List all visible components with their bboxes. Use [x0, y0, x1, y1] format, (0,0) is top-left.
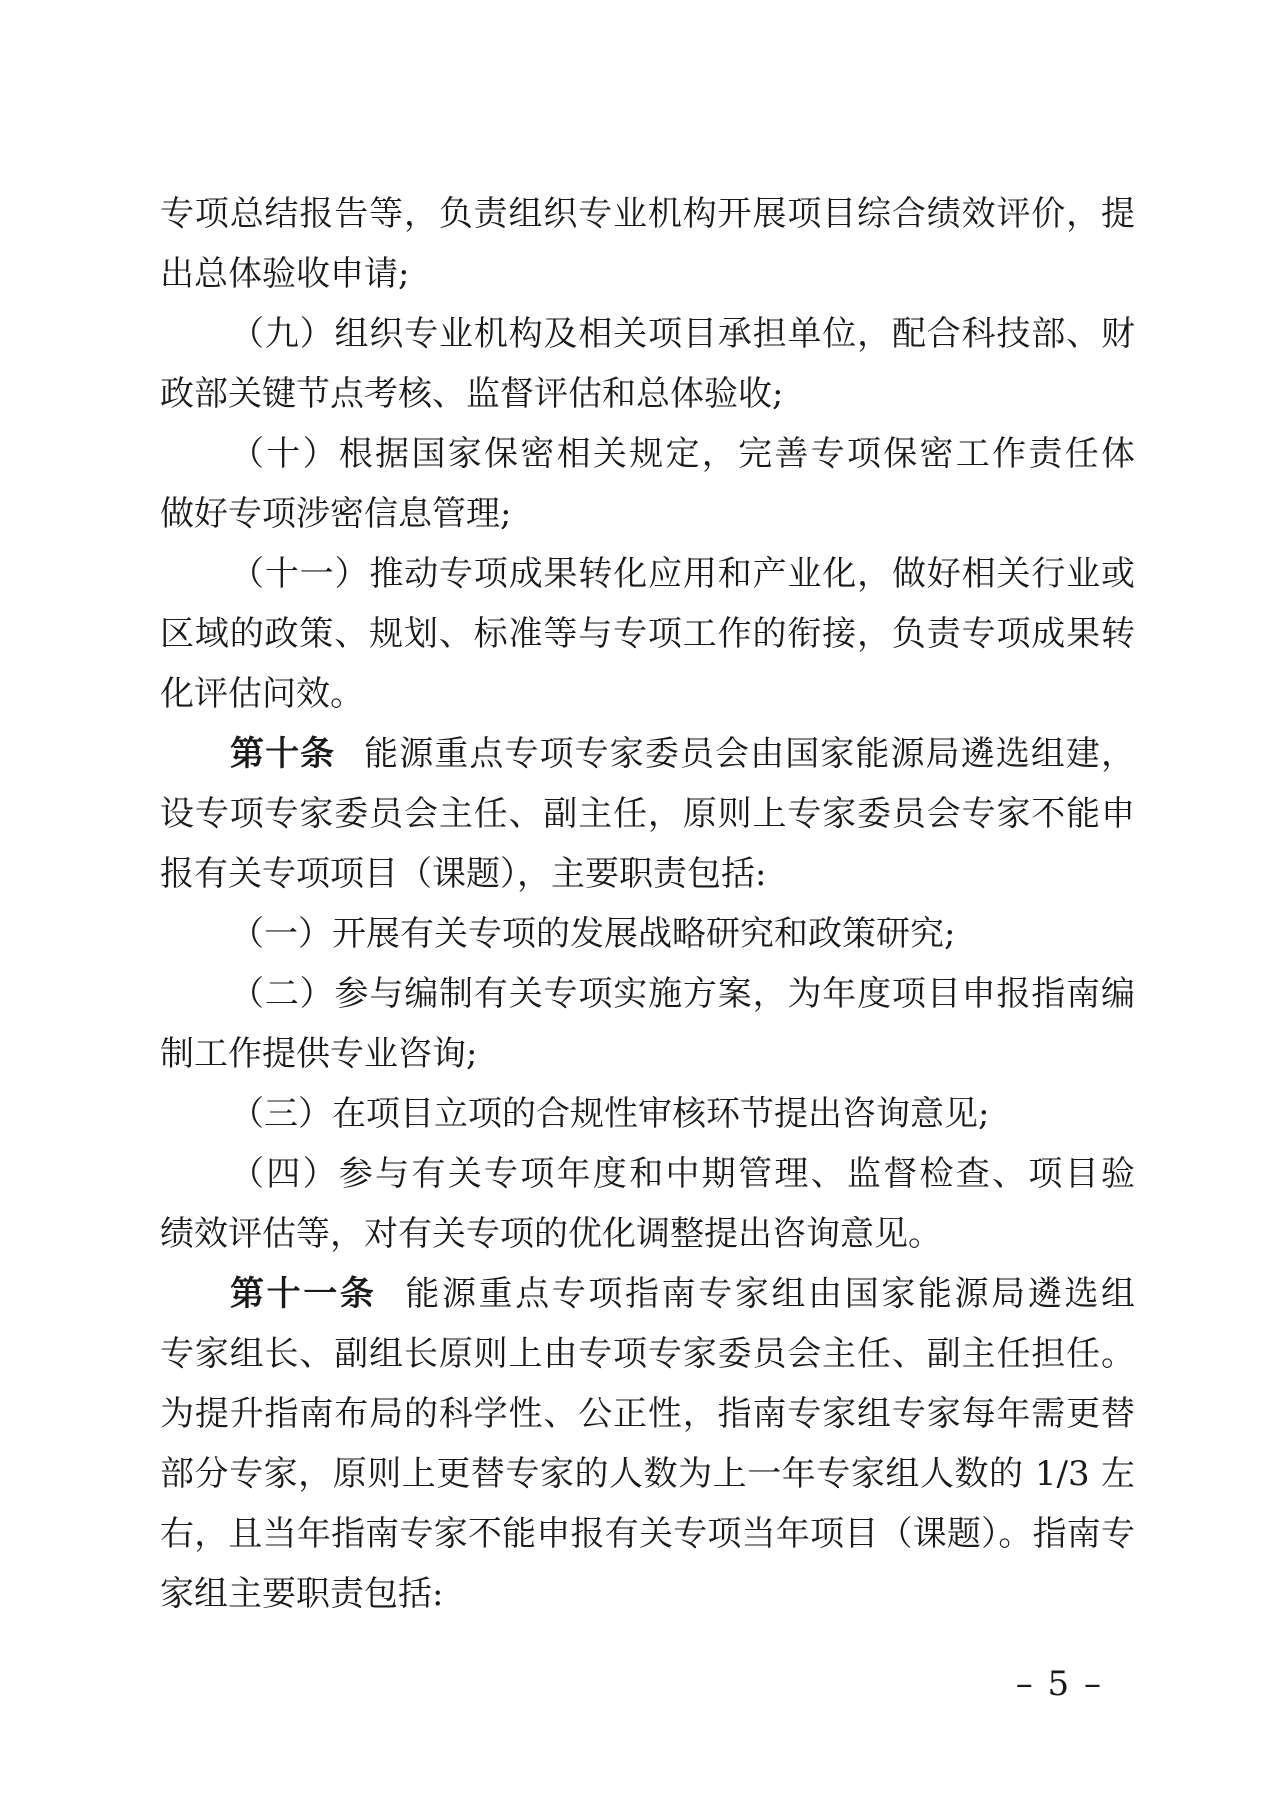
- text-line: [160, 184, 1135, 244]
- text-line: [160, 1024, 1135, 1084]
- article-number-term: 第十一条: [230, 1274, 377, 1314]
- text-line: [160, 244, 1135, 304]
- text-line: [160, 1204, 1135, 1264]
- text-line: [160, 1564, 1135, 1624]
- line-text: 区域的政策、规划、标准等与专项工作的衔接，负责专项成果转: [160, 614, 1135, 654]
- text-line: [160, 1324, 1135, 1384]
- article-number-term: 第十条: [230, 734, 336, 774]
- text-line: [160, 964, 1135, 1024]
- line-text: 能源重点专项专家委员会由国家能源局遴选组建，: [364, 734, 1135, 774]
- text-line: [160, 364, 1135, 424]
- line-text: 化评估问效。: [160, 674, 364, 714]
- line-text: 右，且当年指南专家不能申报有关专项当年项目（课题）。指南专: [160, 1514, 1135, 1554]
- line-text: （四）参与有关专项年度和中期管理、监督检查、项目验: [230, 1154, 1135, 1194]
- text-line: [160, 784, 1135, 844]
- text-line: [160, 1144, 1135, 1204]
- line-text: 设专项专家委员会主任、副主任，原则上专家委员会专家不能申: [160, 794, 1135, 834]
- text-line: [160, 1384, 1135, 1444]
- text-line: [160, 544, 1135, 604]
- line-text: （一）开展有关专项的发展战略研究和政策研究;: [230, 914, 956, 954]
- text-line: [160, 604, 1135, 664]
- text-line: [160, 424, 1135, 484]
- text-line: [160, 1264, 1135, 1324]
- text-line: [160, 484, 1135, 544]
- line-text: 为提升指南布局的科学性、公正性，指南专家组专家每年需更替: [160, 1394, 1135, 1434]
- body-text: [160, 184, 1135, 1624]
- line-text: 制工作提供专业咨询;: [160, 1034, 478, 1074]
- text-line: [160, 664, 1135, 724]
- line-text: 绩效评估等，对有关专项的优化调整提出咨询意见。: [160, 1214, 942, 1254]
- line-text: （十一）推动专项成果转化应用和产业化，做好相关行业或: [230, 554, 1135, 594]
- text-line: [160, 1504, 1135, 1564]
- line-text: （九）组织专业机构及相关项目承担单位，配合科技部、财: [230, 314, 1135, 354]
- text-line: [160, 844, 1135, 904]
- page-number: – 5 –: [1015, 1664, 1103, 1704]
- text-line: [160, 1084, 1135, 1144]
- line-text: （二）参与编制有关专项实施方案，为年度项目申报指南编: [230, 974, 1135, 1014]
- text-line: [160, 724, 1135, 784]
- line-text: 出总体验收申请;: [160, 254, 410, 294]
- line-text: 报有关专项项目（课题），主要职责包括:: [160, 854, 767, 894]
- line-text: 部分专家，原则上更替专家的人数为上一年专家组人数的 1/3 左: [160, 1454, 1135, 1494]
- line-text: （十）根据国家保密相关规定，完善专项保密工作责任体: [230, 434, 1135, 474]
- line-text: 政部关键节点考核、监督评估和总体验收;: [160, 374, 784, 414]
- line-text: 家组主要职责包括:: [160, 1574, 444, 1614]
- line-text: （三）在项目立项的合规性审核环节提出咨询意见;: [230, 1094, 990, 1134]
- text-line: [160, 304, 1135, 364]
- line-text: 能源重点专项指南专家组由国家能源局遴选组: [405, 1274, 1135, 1314]
- line-text: 专家组长、副组长原则上由专项专家委员会主任、副主任担任。: [160, 1334, 1135, 1374]
- line-text: 专项总结报告等，负责组织专业机构开展项目综合绩效评价，提: [160, 194, 1135, 234]
- line-text: 做好专项涉密信息管理;: [160, 494, 512, 534]
- text-line: [160, 1444, 1135, 1504]
- text-line: [160, 904, 1135, 964]
